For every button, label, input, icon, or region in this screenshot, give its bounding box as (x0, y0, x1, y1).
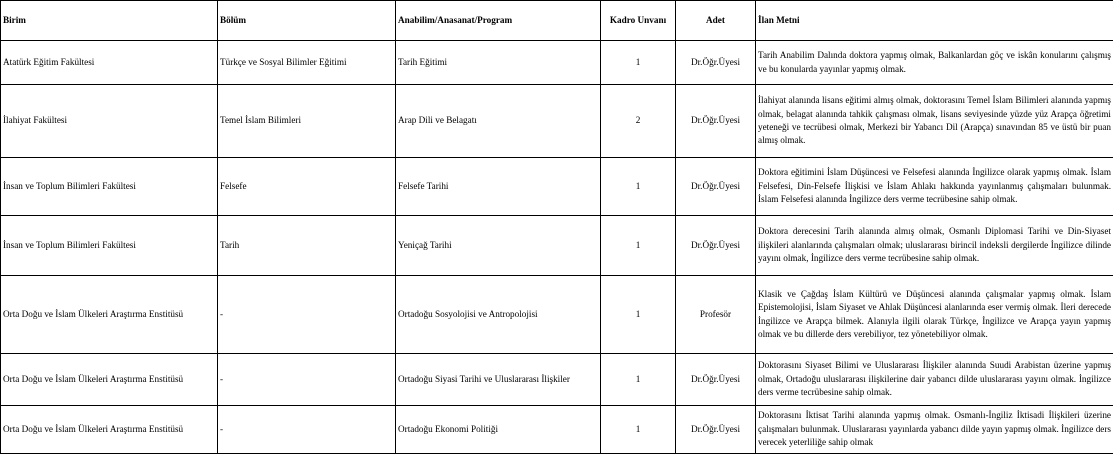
cell-ilan: Tarih Anabilim Dalında doktora yapmış olmak, Balkanlardan göç ve iskân konularını çalışmış ve bu konularda yayınlar yapmış olmak. (756, 41, 1113, 85)
cell-birim: Atatürk Eğitim Fakültesi (1, 41, 218, 85)
cell-bolum: - (218, 276, 396, 354)
cell-program: Felsefe Tarihi (396, 158, 601, 216)
cell-birim: İnsan ve Toplum Bilimleri Fakültesi (1, 158, 218, 216)
cell-adet: 1 (601, 354, 676, 406)
cell-ilan: Doktorasını Siyaset Bilimi ve Uluslararası İlişkiler alanında Suudi Arabistan üzerine yapmış olmak, Ortadoğu uluslararası ilişkilerine dair yabancı dilde uluslararası yayını olmak. İngilizce ders verme tecrübesine sahip olmak. (756, 354, 1113, 406)
cell-ilan: Doktora eğitimini İslam Düşüncesi ve Felsefesi alanında İngilizce olarak yapmış olmak. İslam Felsefesi, Din-Felsefe İlişkisi ve İslam Ahlakı hakkında yayınlanmış çalışmaları bulunmak. İslam Felsefesi alanında İngilizce ders verme tecrübesine sahip olmak. (756, 158, 1113, 216)
table-row (1, 406, 1113, 454)
cell-adet: 1 (601, 158, 676, 216)
cell-unvan: Dr.Öğr.Üyesi (676, 158, 756, 216)
header-ilan-metni: İlan Metni (756, 1, 1113, 41)
table-row (1, 85, 1113, 158)
cell-bolum: Tarih (218, 216, 396, 276)
header-bolum: Bölüm (218, 1, 396, 41)
cell-birim: İnsan ve Toplum Bilimleri Fakültesi (1, 216, 218, 276)
cell-ilan: Klasik ve Çağdaş İslam Kültürü ve Düşüncesi alanında çalışmalar yapmış olmak. İslam Epistemolojisi, İslam Siyaset ve Ahlak Düşüncesi alanlarında eser vermiş olmak. İleri derecede İngilizce ve Arapça bilmek. Alanıyla ilgili olarak Türkçe, İngilizce ve Arapça yayın yapmış olmak ve bu dillerde ders verebiliyor, tez yönetebiliyor olmak. (756, 276, 1113, 354)
header-kadro-unvani: Kadro Unvanı (601, 1, 676, 41)
table-row (1, 158, 1113, 216)
cell-unvan: Dr.Öğr.Üyesi (676, 406, 756, 454)
cell-bolum: Türkçe ve Sosyal Bilimler Eğitimi (218, 41, 396, 85)
cell-ilan: Doktorasını İktisat Tarihi alanında yapmış olmak. Osmanlı-İngiliz İktisadi İlişkileri üzerine çalışmaları bulunmak. Uluslararası yayınlarda yabancı dilde yayın yapmış olmak. İngilizce ders verecek yeterliliğe sahip olmak (756, 406, 1113, 454)
cell-adet: 1 (601, 276, 676, 354)
header-program: Anabilim/Anasanat/Program (396, 1, 601, 41)
cell-program: Arap Dili ve Belagatı (396, 85, 601, 158)
header-adet: Adet (676, 1, 756, 41)
cell-unvan: Dr.Öğr.Üyesi (676, 41, 756, 85)
table-row (1, 354, 1113, 406)
table-row (1, 216, 1113, 276)
cell-program: Ortadoğu Sosyolojisi ve Antropolojisi (396, 276, 601, 354)
cell-bolum: Felsefe (218, 158, 396, 216)
cell-ilan: İlahiyat alanında lisans eğitimi almış olmak, doktorasını Temel İslam Bilimleri alanında yapmış olmak, belagat alanında tahkik çalışması olmak, lisans seviyesinde yüzde yüz Arapça öğretimi yeteneği ve tecrübesi olmak, Merkezi bir Yabancı Dil (Arapça) sınavından 85 ve üstü bir puan almış olmak. (756, 85, 1113, 158)
cell-unvan: Dr.Öğr.Üyesi (676, 354, 756, 406)
cell-unvan: Profesör (676, 276, 756, 354)
cell-bolum: - (218, 406, 396, 454)
cell-birim: Orta Doğu ve İslam Ülkeleri Araştırma Enstitüsü (1, 406, 218, 454)
cell-program: Yeniçağ Tarihi (396, 216, 601, 276)
cell-adet: 2 (601, 85, 676, 158)
cell-birim: Orta Doğu ve İslam Ülkeleri Araştırma Enstitüsü (1, 276, 218, 354)
header-row (1, 1, 1113, 41)
cell-unvan: Dr.Öğr.Üyesi (676, 85, 756, 158)
cell-program: Tarih Eğitimi (396, 41, 601, 85)
cell-program: Ortadoğu Siyasi Tarihi ve Uluslararası İlişkiler (396, 354, 601, 406)
cell-birim: İlahiyat Fakültesi (1, 85, 218, 158)
cell-unvan: Dr.Öğr.Üyesi (676, 216, 756, 276)
cell-adet: 1 (601, 41, 676, 85)
cell-program: Ortadoğu Ekonomi Politiği (396, 406, 601, 454)
cell-birim: Orta Doğu ve İslam Ülkeleri Araştırma Enstitüsü (1, 354, 218, 406)
table-row (1, 41, 1113, 85)
header-birim: Birim (1, 1, 218, 41)
cell-ilan: Doktora derecesini Tarih alanında almış olmak, Osmanlı Diplomasi Tarihi ve Din-Siyaset ilişkileri alanlarında çalışmaları olmak; uluslararası birincil indeksli dergilerde İngilizce dilinde yayını olmak, İngilizce ders verme tecrübesine sahip olmak. (756, 216, 1113, 276)
cell-adet: 1 (601, 406, 676, 454)
cell-bolum: - (218, 354, 396, 406)
table-row (1, 276, 1113, 354)
cell-bolum: Temel İslam Bilimleri (218, 85, 396, 158)
cell-adet: 1 (601, 216, 676, 276)
